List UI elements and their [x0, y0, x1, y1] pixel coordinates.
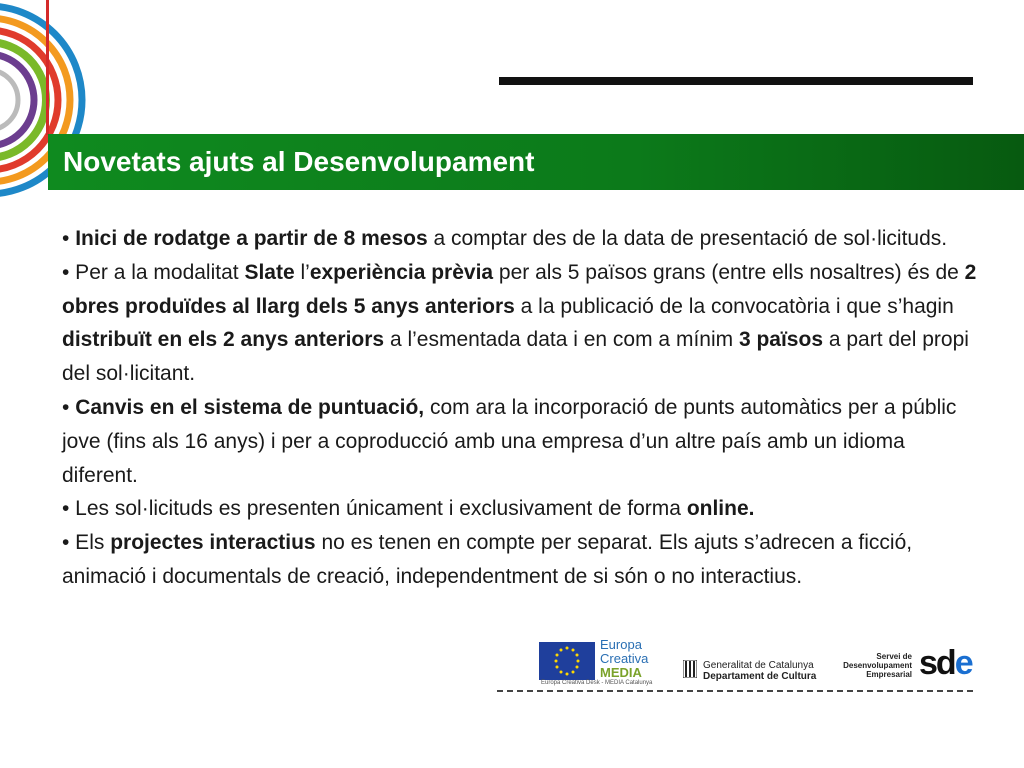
- bullet-bold-text: projectes interactius: [110, 531, 316, 555]
- bullet-bold-text: online.: [686, 497, 755, 521]
- bullet-text: •: [62, 227, 76, 250]
- bullet-bold-text: Canvis en el sistema de puntuació,: [75, 395, 425, 419]
- bullet-bold-text: 3 països: [738, 328, 823, 352]
- slide-title: Novetats ajuts al Desenvolupament: [63, 146, 535, 177]
- decorative-arcs: [0, 0, 110, 230]
- red-vertical-line: [46, 0, 49, 135]
- bullet-list: [62, 222, 982, 594]
- bullet-text: a comptar des de la data de presentació de sol·licituds.: [427, 227, 948, 250]
- bullet-text: com ara la incorporació de punts automàtics per a públic jove (fins als 16 anys) i per a coproducció amb una empresa d’un altre país amb un idioma diferent.: [62, 395, 957, 487]
- sde-logo: sde: [919, 644, 972, 682]
- bullet-bold-text: distribuït en els 2 anys anteriors: [62, 328, 385, 352]
- footer-dashed-rule: [497, 690, 973, 692]
- bullet-item: [62, 391, 982, 492]
- bullet-item: [62, 526, 982, 594]
- bullet-text: •: [62, 395, 76, 419]
- bullet-item: [62, 492, 982, 526]
- generalitat-logo: Generalitat de Catalunya Departament de Cultura: [703, 660, 817, 682]
- bullet-bold-text: Slate: [244, 260, 295, 284]
- generalitat-icon: [683, 660, 697, 678]
- bullet-text: • Les sol·licituds es presenten únicament i exclusivament de forma: [62, 497, 687, 521]
- footer-logos: [535, 636, 975, 688]
- bullet-bold-text: 2 obres produïdes al llarg dels 5 anys anteriors: [62, 260, 977, 318]
- bullet-bold-text: Inici de rodatge a partir de 8 mesos: [75, 227, 428, 250]
- top-rule: [499, 77, 973, 85]
- bullet-text: • Per a la modalitat: [62, 260, 245, 284]
- bullet-text: a part del propi del sol·licitant.: [62, 328, 969, 386]
- eu-flag-icon: [539, 642, 595, 680]
- bullet-text: a la publicació de la convocatòria i que s’hagin: [514, 294, 954, 318]
- europa-creativa-subtitle: Europa Creativa Desk - MEDIA Catalunya: [541, 680, 653, 686]
- sde-caption: Servei de Desenvolupament Empresarial: [843, 652, 912, 679]
- europa-creativa-logo: Europa Creativa MEDIA: [600, 637, 649, 680]
- bullet-bold-text: experiència prèvia: [309, 260, 494, 284]
- bullet-item: [62, 222, 982, 256]
- arc-inner-ring: [0, 70, 18, 130]
- bullet-text: • Els: [62, 531, 111, 555]
- bullet-text: per als 5 països grans (entre ells nosaltres) és de: [493, 260, 965, 284]
- title-banner: [48, 134, 1024, 190]
- bullet-text: a l’esmentada data i en com a mínim: [384, 328, 739, 352]
- bullet-text: no es tenen en compte per separat. Els ajuts s’adrecen a ficció, animació i documentals de creació, independentment de si són o no interactius.: [62, 531, 913, 588]
- bullet-item: [62, 256, 982, 391]
- bullet-text: l’: [294, 260, 310, 284]
